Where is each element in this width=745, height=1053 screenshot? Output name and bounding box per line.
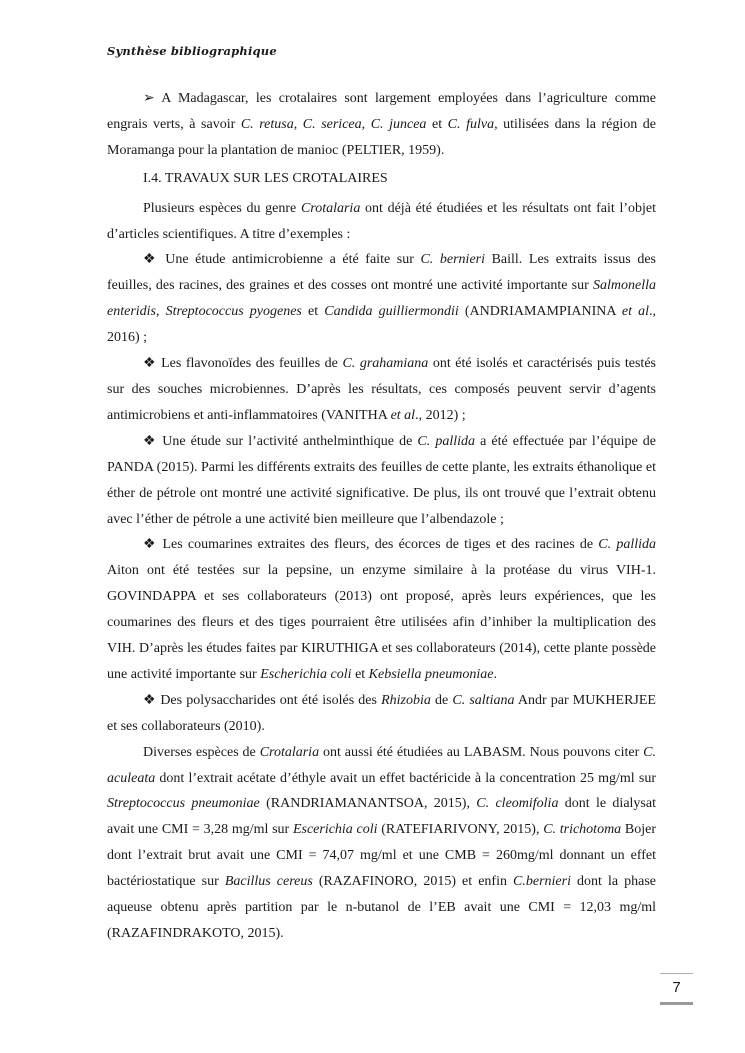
- paragraph-pallida-anthelminthic: ❖ Une étude sur l’activité anthelminthique de C. pallida a été effectuée par l’équipe de PANDA (2015). Parmi les différents extraits des feuilles de cette plante, les extraits éthanolique et éther de pétrole ont montré une activité significative. De plus, ils ont trouvé que l’extrait obtenu avec l’éther de pétrole a une activité bien meilleure que l’albendazole ;: [107, 433, 656, 527]
- diamond-bullet-icon: ❖: [143, 537, 158, 553]
- paragraph-grahamiana: ❖ Les flavonoïdes des feuilles de C. grahamiana ont été isolés et caractérisés puis testés sur des souches microbiennes. D’après les résultats, ces composés peuvent servir d’agents antimicrobiens et anti-inflammatoires (VANITHA et al., 2012) ;: [107, 356, 656, 423]
- paragraph-pallida-coumarins: ❖ Les coumarines extraites des fleurs, des écorces de tiges et des racines de C. pallida Aiton ont été testées sur la pepsine, un enzyme similaire à la protéase du virus VIH-1. GOVINDAPPA et ses collaborateurs (2013) ont proposé, après leurs expériences, que les coumarines des fleurs et des tiges pourraient être utilisées afin d’inhiber la multiplication des VIH. D’après les études faites par KIRUTHIGA et ses collaborateurs (2014), cette plante possède une activité importante sur Escherichia coli et Kebsiella pneumoniae.: [107, 537, 656, 682]
- section-heading: I.4. TRAVAUX SUR LES CROTALAIRES: [143, 170, 388, 186]
- paragraph-saltiana: ❖ Des polysaccharides ont été isolés des Rhizobia de C. saltiana Andr par MUKHERJEE et ses collaborateurs (2010).: [107, 692, 656, 734]
- paragraph-madagascar: ➢ A Madagascar, les crotalaires sont largement employées dans l’agriculture comme engrais verts, à savoir C. retusa, C. sericea, C. juncea et C. fulva, utilisées dans la région de Moramanga pour la plantation de manioc (PELTIER, 1959).: [107, 91, 657, 158]
- body-text: [107, 86, 656, 947]
- paragraph-intro: Plusieurs espèces du genre Crotalaria ont déjà été étudiées et les résultats ont fait l’objet d’articles scientifiques. A titre d’exemples :: [107, 200, 656, 242]
- diamond-bullet-icon: ❖: [143, 433, 158, 449]
- diamond-bullet-icon: ❖: [143, 356, 157, 372]
- arrow-bullet-icon: ➢: [143, 91, 155, 106]
- diamond-bullet-icon: ❖: [143, 252, 159, 268]
- diamond-bullet-icon: ❖: [143, 692, 157, 708]
- page-number: 7: [660, 973, 693, 1005]
- paragraph-labasm: Diverses espèces de Crotalaria ont aussi été étudiées au LABASM. Nous pouvons citer C. aculeata dont l’extrait acétate d’éthyle avait un effet bactéricide à la concentration 25 mg/ml sur Streptococcus pneumoniae (RANDRIAMANANTSOA, 2015), C. cleomifolia dont le dialysat avait une CMI = 3,28 mg/ml sur Escerichia coli (RATEFIARIVONY, 2015), C. trichotoma Bojer dont l’extrait brut avait une CMI = 74,07 mg/ml et une CMB = 260mg/ml donnant un effet bactériostatique sur Bacillus cereus (RAZAFINORO, 2015) et enfin C.bernieri dont la phase aqueuse obtenu après partition par le n-butanol de l’EB avait une CMI = 12,03 mg/ml (RAZAFINDRAKOTO, 2015).: [107, 744, 657, 941]
- paragraph-bernieri: ❖ Une étude antimicrobienne a été faite sur C. bernieri Baill. Les extraits issus des feuilles, des racines, des graines et des cosses ont montré une activité importante sur Salmonella enteridis, Streptococcus pyogenes et Candida guilliermondii (ANDRIAMAMPIANINA et al., 2016) ;: [107, 252, 656, 346]
- running-header: Synthèse bibliographique: [107, 44, 277, 58]
